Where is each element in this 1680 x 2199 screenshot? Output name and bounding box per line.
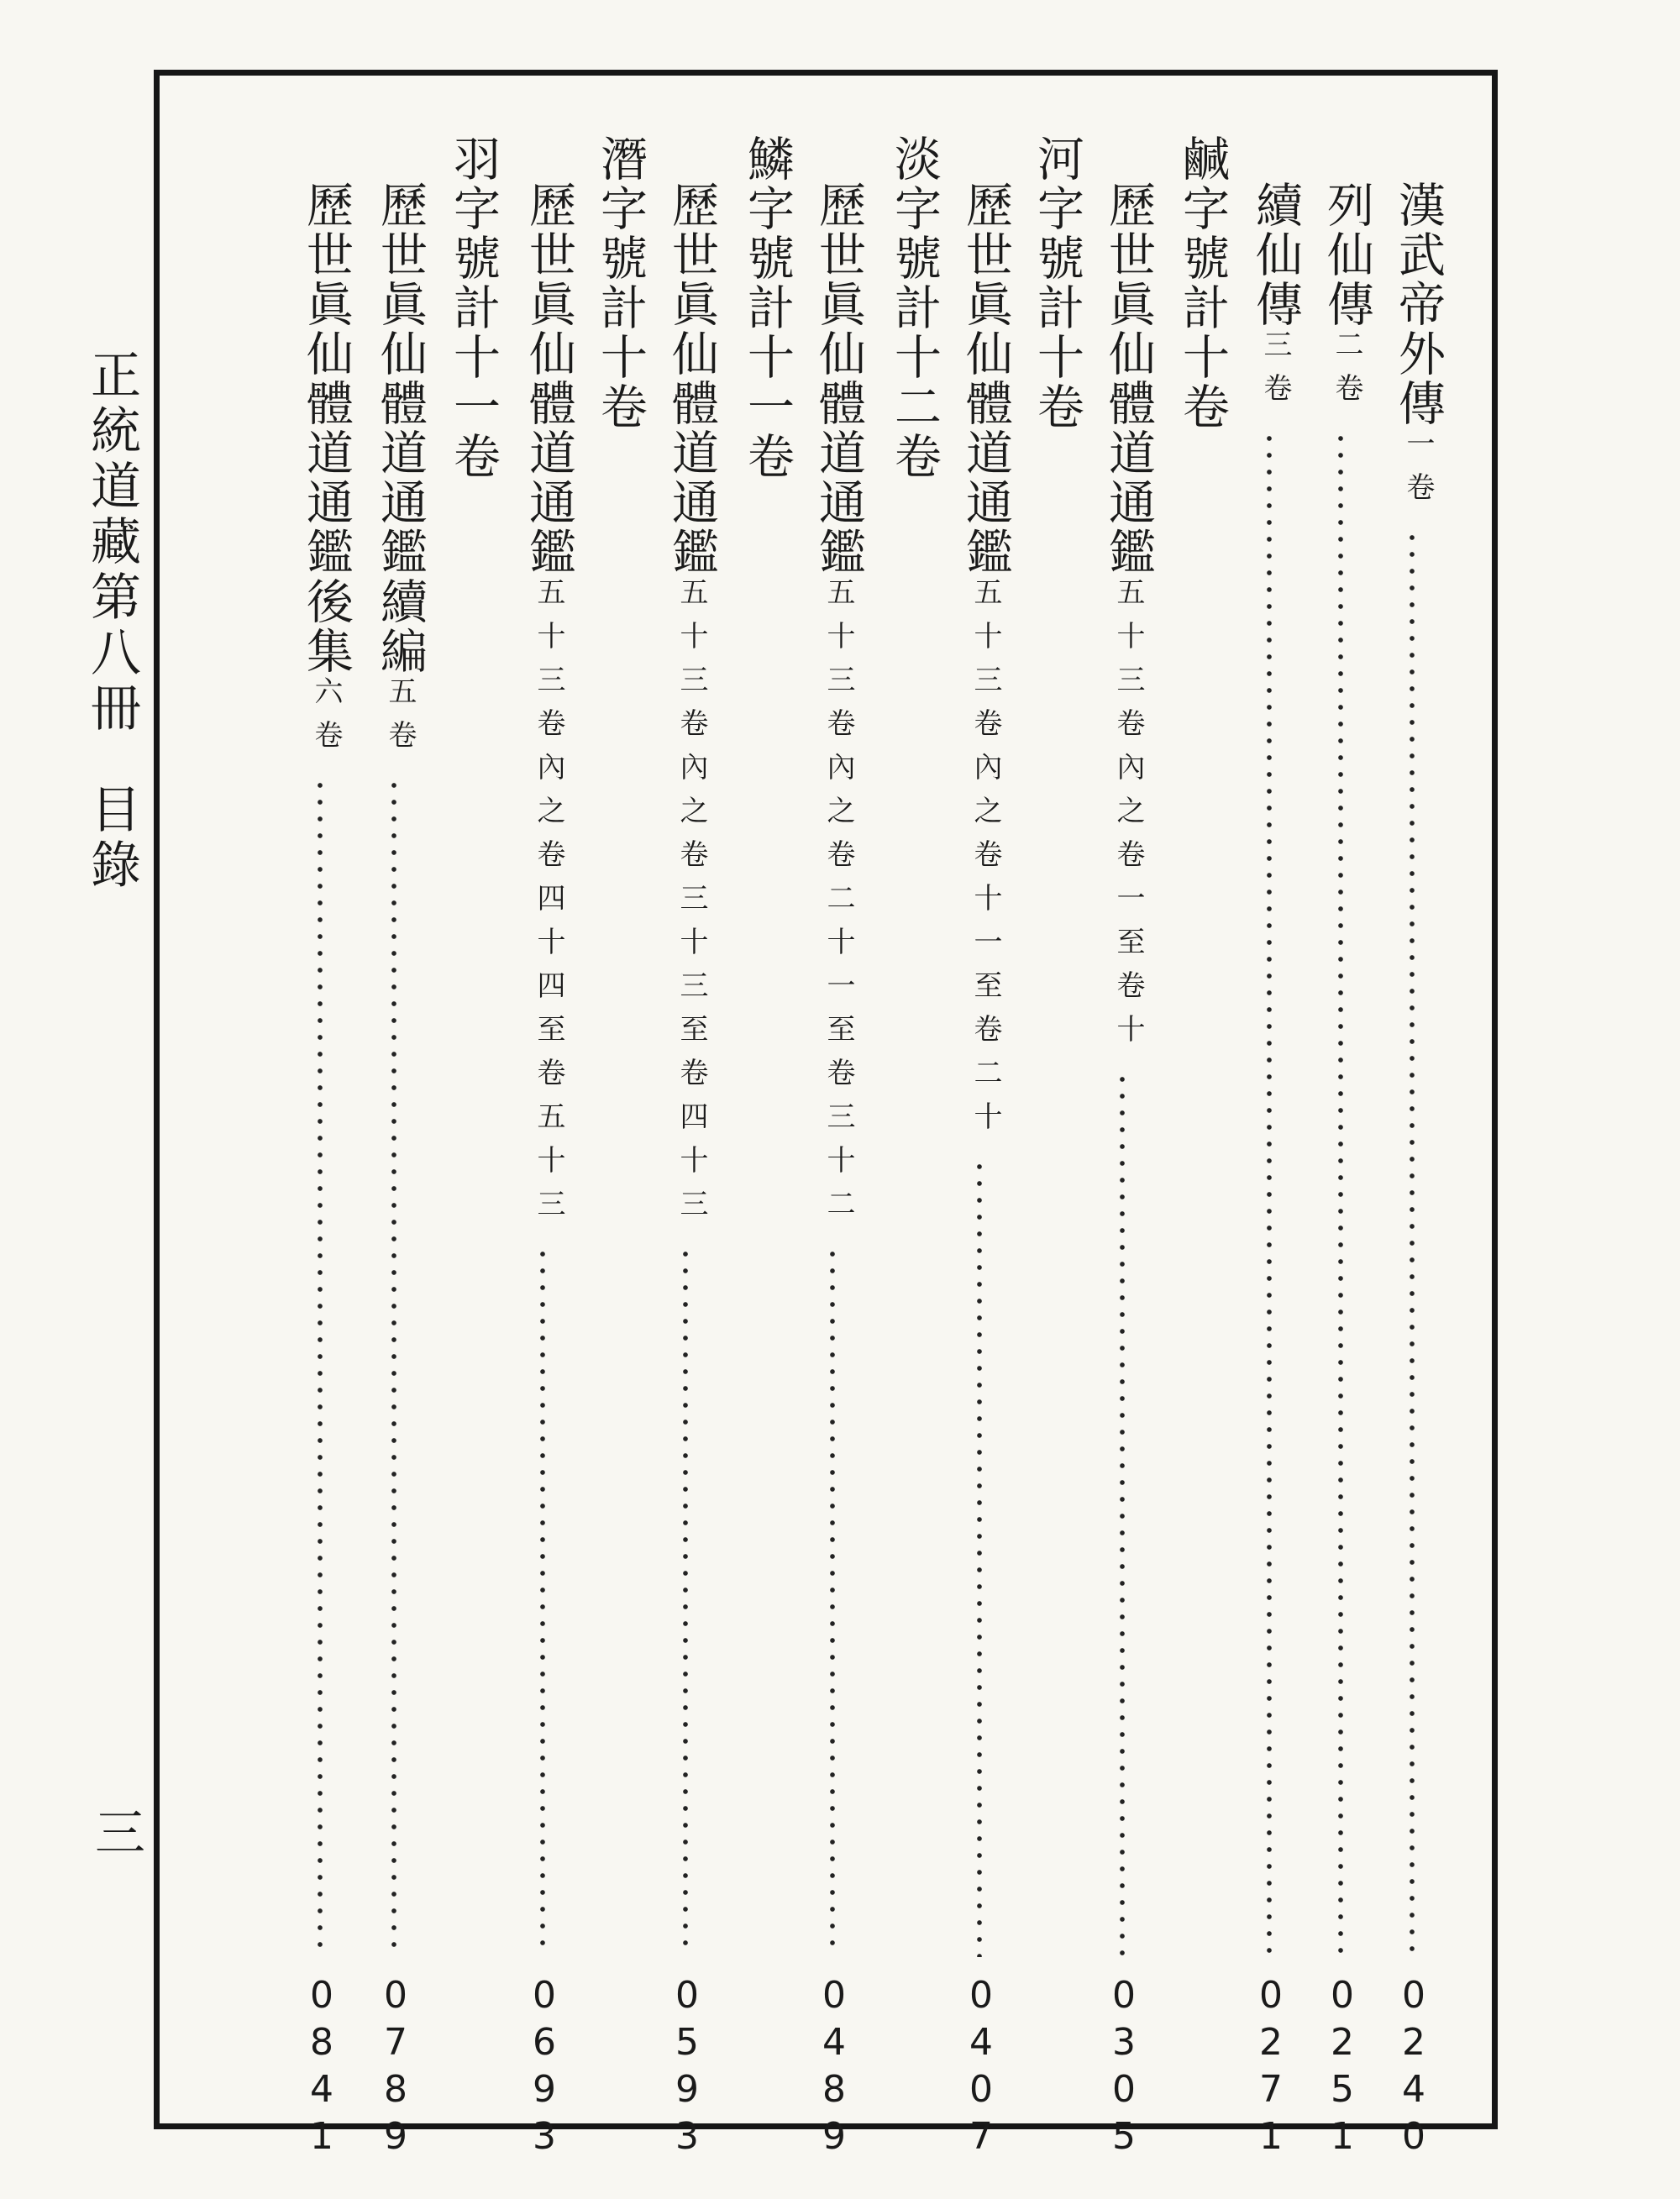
section-heading-text [887, 134, 942, 481]
page-frame [154, 70, 1498, 2158]
toc-entry[interactable] [958, 76, 1013, 2158]
entry-title-text: 列仙傳 [1320, 181, 1374, 329]
dot-leader [1267, 430, 1272, 1957]
entry-title-text: 漢武帝外傳 [1391, 181, 1446, 428]
section-heading [887, 76, 942, 2135]
entry-page-number [381, 1972, 410, 2160]
section-heading [1175, 76, 1230, 2135]
entry-page-number [1257, 1972, 1285, 2160]
entry-page-number [307, 1972, 336, 2160]
entry-title-text: 歷世眞仙體道通鑑 [958, 181, 1013, 577]
entry-title [522, 181, 576, 1232]
page-digit: 5 [675, 2021, 699, 2064]
section-heading-text [446, 134, 501, 481]
section-heading-text [593, 134, 648, 432]
page-digit: 1 [1259, 2115, 1283, 2158]
page-digit: 0 [1331, 1974, 1354, 2017]
entry-title [664, 181, 719, 1232]
dot-leader [540, 1246, 545, 1957]
page-digit: 8 [384, 2068, 407, 2111]
entry-note: 五十三卷內之卷十一至卷二十 [969, 577, 1002, 1145]
entry-note: 六卷 [309, 676, 343, 764]
dot-leader [1410, 529, 1415, 1957]
page-digit: 5 [1112, 2115, 1136, 2158]
entry-title [299, 181, 354, 764]
section-heading [446, 76, 501, 2135]
page-digit: 7 [384, 2021, 407, 2064]
page-number: 三 [87, 1806, 145, 1856]
entry-title [1101, 181, 1156, 1058]
book-title [76, 349, 148, 894]
entry-note: 一卷 [1401, 428, 1435, 516]
entry-note: 五十三卷內之卷四十四至卷五十三 [532, 577, 565, 1232]
page-digit: 1 [310, 2115, 333, 2158]
entry-page-number [967, 1972, 995, 2160]
entry-title-text: 歷世眞仙體道通鑑續編 [373, 181, 428, 676]
page-digit: 0 [822, 1974, 846, 2017]
page-digit: 5 [1331, 2068, 1354, 2111]
toc-entry[interactable] [522, 76, 576, 2158]
page-digit: 3 [1112, 2021, 1136, 2064]
entry-title-text: 鹹字號計十卷 [1175, 134, 1230, 432]
page-digit: 4 [1402, 2068, 1425, 2111]
page-digit: 0 [1402, 1974, 1425, 2017]
page-digit: 4 [969, 2021, 993, 2064]
page-digit: 0 [969, 2068, 993, 2111]
toc-entry[interactable] [1248, 76, 1303, 2158]
entry-title-text: 河字號計十卷 [1030, 134, 1084, 432]
page-digit: 0 [969, 1974, 993, 2017]
toc-entry[interactable] [299, 76, 354, 2158]
entry-title-text: 羽字號計十一卷 [446, 134, 501, 481]
entry-page-number [820, 1972, 848, 2160]
page-digit: 3 [533, 2115, 556, 2158]
toc-entry[interactable] [1320, 76, 1374, 2158]
toc-entry[interactable] [1391, 76, 1446, 2158]
section-title: 目錄 [82, 783, 141, 894]
entry-title-text: 歷世眞仙體道通鑑 [811, 181, 866, 577]
page-digit: 2 [1331, 2021, 1354, 2064]
entry-page-number [673, 1972, 701, 2160]
dot-leader [830, 1246, 835, 1957]
entry-title [1320, 181, 1374, 417]
dot-leader [391, 777, 396, 1957]
toc-entry[interactable] [373, 76, 428, 2158]
entry-title [373, 181, 428, 764]
toc-entry[interactable] [811, 76, 866, 2158]
page-digit: 2 [1402, 2021, 1425, 2064]
page-digit: 2 [1259, 2021, 1283, 2064]
page-digit: 3 [675, 2115, 699, 2158]
entry-title-text: 鱗字號計十一卷 [740, 134, 795, 481]
page-digit: 8 [310, 2021, 333, 2064]
entry-note: 五十三卷內之卷一至卷十 [1111, 577, 1145, 1058]
entry-note: 二卷 [1330, 329, 1363, 417]
entry-title-text: 歷世眞仙體道通鑑 [1101, 181, 1156, 577]
page-digit: 0 [310, 1974, 333, 2017]
section-heading [593, 76, 648, 2135]
section-heading-text [740, 134, 795, 481]
entry-title [1248, 181, 1303, 417]
page-digit: 9 [533, 2068, 556, 2111]
entry-note: 五十三卷內之卷三十三至卷四十三 [675, 577, 708, 1232]
page-digit: 4 [310, 2068, 333, 2111]
entry-title-text: 歷世眞仙體道通鑑後集 [299, 181, 354, 676]
dot-leader [318, 777, 323, 1957]
entry-page-number [1110, 1972, 1138, 2160]
entry-title-text: 潛字號計十卷 [593, 134, 648, 432]
page-digit: 9 [822, 2115, 846, 2158]
page-digit: 0 [1402, 2115, 1425, 2158]
section-heading [1030, 76, 1084, 2135]
dot-leader [1120, 1071, 1125, 1957]
entry-page-number [530, 1972, 559, 2160]
dot-leader [683, 1246, 688, 1957]
section-heading-text [1175, 134, 1230, 432]
page-digit: 0 [1259, 1974, 1283, 2017]
toc-entry[interactable] [1101, 76, 1156, 2158]
entry-title [958, 181, 1013, 1145]
entry-title-text: 歷世眞仙體道通鑑 [664, 181, 719, 577]
section-heading-text [1030, 134, 1084, 432]
entry-note: 三卷 [1258, 329, 1292, 417]
entry-note: 五十三卷內之卷二十一至卷三十二 [822, 577, 855, 1232]
toc-entry[interactable] [664, 76, 719, 2158]
entry-title [1391, 181, 1446, 516]
page-digit: 7 [1259, 2068, 1283, 2111]
page-digit: 8 [822, 2068, 846, 2111]
entry-title [811, 181, 866, 1232]
page-digit: 0 [1112, 1974, 1136, 2017]
entry-page-number [1399, 1972, 1428, 2160]
page-digit: 0 [675, 1974, 699, 2017]
page-digit: 7 [969, 2115, 993, 2158]
entry-title-text: 淡字號計十二卷 [887, 134, 942, 481]
book-title-text: 正統道藏第八冊 [82, 349, 141, 737]
page-digit: 9 [675, 2068, 699, 2111]
entry-title-text: 續仙傳 [1248, 181, 1303, 329]
page-digit: 0 [533, 1974, 556, 2017]
page-digit: 0 [384, 1974, 407, 2017]
page-digit: 9 [384, 2115, 407, 2158]
dot-leader [977, 1158, 982, 1957]
section-heading [740, 76, 795, 2135]
entry-note: 五卷 [383, 676, 417, 764]
page-digit: 6 [533, 2021, 556, 2064]
entry-title-text: 歷世眞仙體道通鑑 [522, 181, 576, 577]
page-digit: 0 [1112, 2068, 1136, 2111]
dot-leader [1338, 430, 1343, 1957]
entry-page-number [1328, 1972, 1357, 2160]
page-digit: 1 [1331, 2115, 1354, 2158]
page-digit: 4 [822, 2021, 846, 2064]
